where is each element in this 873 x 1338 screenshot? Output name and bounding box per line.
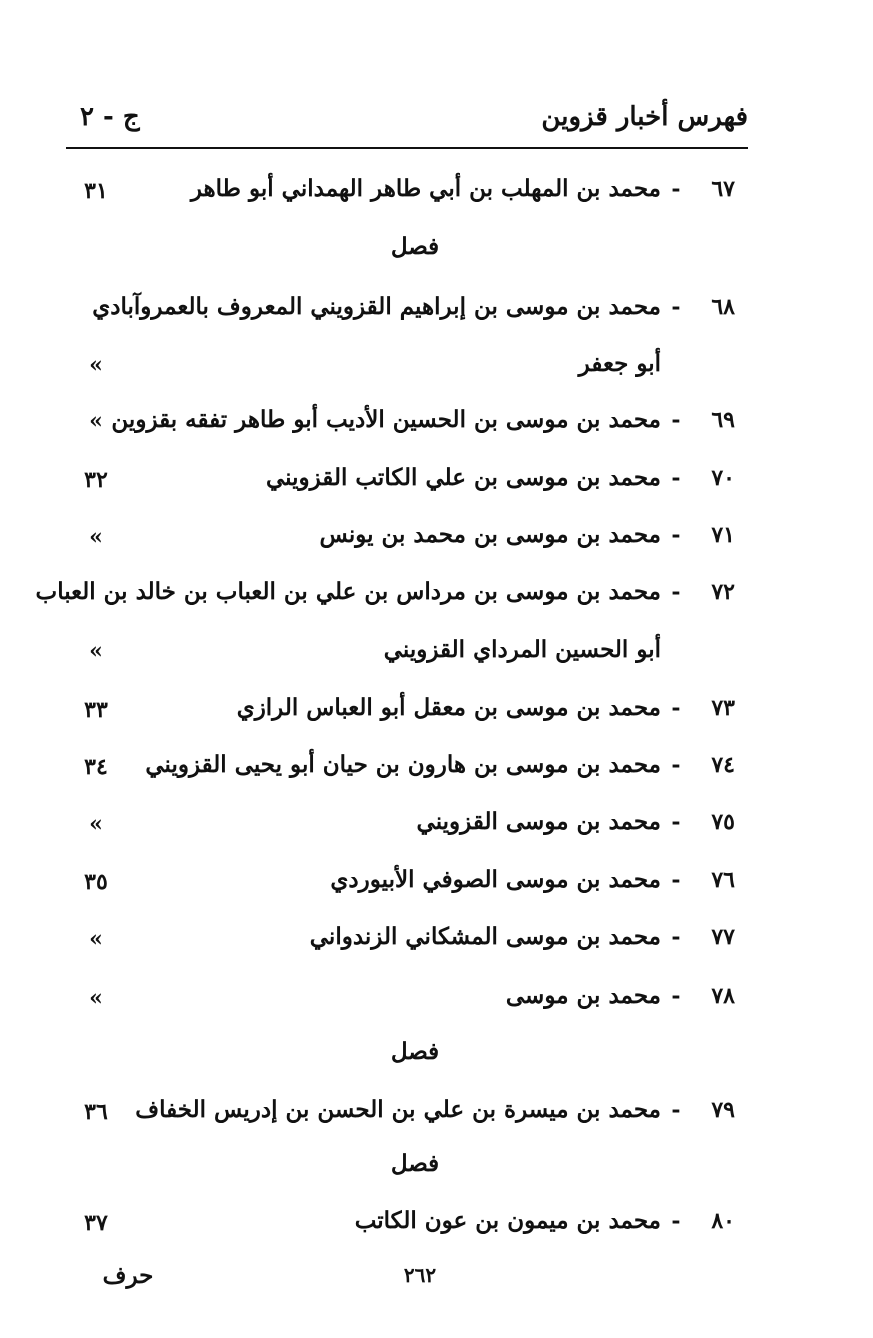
- entry-dash: -: [671, 924, 681, 950]
- entry-number: ٧٢: [711, 579, 735, 605]
- running-title: فهرس أخبار قزوين: [541, 102, 748, 132]
- entry-number: ٧٩: [711, 1097, 735, 1123]
- entry-dash: -: [671, 1097, 681, 1123]
- entry-dash: -: [671, 465, 681, 491]
- entry-dash: -: [671, 579, 681, 605]
- page-number: ٢٦٢: [403, 1263, 437, 1287]
- page-header: [66, 98, 748, 148]
- section-heading: فصل: [390, 1150, 440, 1177]
- entry-page-ref: »: [89, 638, 103, 664]
- entry-dash: -: [671, 867, 681, 893]
- entry-number: ٧٨: [711, 983, 735, 1009]
- entry-page-ref: ٣١: [84, 178, 108, 204]
- entry-name: محمد بن موسى القزويني: [416, 808, 661, 835]
- header-rule: [66, 147, 748, 149]
- entry-name: محمد بن موسى: [505, 982, 661, 1009]
- entry-page-ref: »: [89, 524, 103, 550]
- entry-number: ٧٧: [711, 924, 735, 950]
- entry-page-ref: ٣٤: [84, 754, 108, 780]
- entry-number: ٧٠: [711, 465, 735, 491]
- entry-page-ref: ٣٣: [84, 697, 108, 723]
- entry-name: محمد بن ميسرة بن علي بن الحسن بن إدريس الخفاف: [135, 1096, 661, 1123]
- entry-name: محمد بن موسى بن علي الكاتب القزويني: [266, 464, 661, 491]
- catchword: حرف: [102, 1262, 154, 1289]
- entry-number: ٧٣: [711, 695, 735, 721]
- entry-dash: -: [671, 752, 681, 778]
- entry-page-ref: »: [89, 926, 103, 952]
- entry-name: محمد بن موسى بن مرداس بن علي بن العباب بن خالد بن العباب: [35, 578, 661, 605]
- entry-number: ٨٠: [711, 1208, 735, 1234]
- volume-label: ج - ٢: [80, 102, 140, 132]
- entry-page-ref: »: [89, 408, 103, 434]
- entry-page-ref: ٣٢: [84, 467, 108, 493]
- entry-number: ٧٦: [711, 867, 735, 893]
- entry-name: محمد بن موسى بن هارون بن حيان أبو يحيى القزويني: [145, 751, 661, 778]
- entry-name: محمد بن موسى بن الحسين الأديب أبو طاهر تفقه بقزوين: [111, 406, 661, 433]
- entry-page-ref: ٣٧: [84, 1210, 108, 1236]
- entry-page-ref: »: [89, 985, 103, 1011]
- section-heading: فصل: [390, 1038, 440, 1065]
- entry-dash: -: [671, 407, 681, 433]
- entry-dash: -: [671, 294, 681, 320]
- entry-dash: -: [671, 522, 681, 548]
- entry-name-continued: أبو الحسين المرداي القزويني: [383, 636, 661, 663]
- entry-page-ref: ٣٦: [84, 1099, 108, 1125]
- entry-name: محمد بن موسى المشكاني الزندواني: [309, 923, 661, 950]
- entry-name: محمد بن ميمون بن عون الكاتب: [354, 1207, 661, 1234]
- entry-dash: -: [671, 809, 681, 835]
- entry-dash: -: [671, 1208, 681, 1234]
- entry-name: محمد بن موسى بن إبراهيم القزويني المعروف بالعمروآبادي: [92, 293, 661, 320]
- entry-name: محمد بن موسى الصوفي الأبيوردي: [330, 866, 661, 893]
- entry-number: ٦٨: [711, 294, 735, 320]
- entry-page-ref: »: [89, 352, 103, 378]
- entry-dash: -: [671, 983, 681, 1009]
- entry-number: ٧٤: [711, 752, 735, 778]
- entry-name-continued: أبو جعفر: [578, 350, 661, 377]
- entry-number: ٧٥: [711, 809, 735, 835]
- entry-name: محمد بن المهلب بن أبي طاهر الهمداني أبو طاهر: [190, 175, 661, 202]
- entry-name: محمد بن موسى بن محمد بن يونس: [319, 521, 661, 548]
- entry-number: ٦٧: [711, 176, 735, 202]
- entry-page-ref: »: [89, 811, 103, 837]
- entry-dash: -: [671, 695, 681, 721]
- entry-page-ref: ٣٥: [84, 869, 108, 895]
- section-heading: فصل: [390, 233, 440, 260]
- entry-number: ٧١: [711, 522, 735, 548]
- entry-dash: -: [671, 176, 681, 202]
- entry-number: ٦٩: [711, 407, 735, 433]
- entry-name: محمد بن موسى بن معقل أبو العباس الرازي: [236, 694, 661, 721]
